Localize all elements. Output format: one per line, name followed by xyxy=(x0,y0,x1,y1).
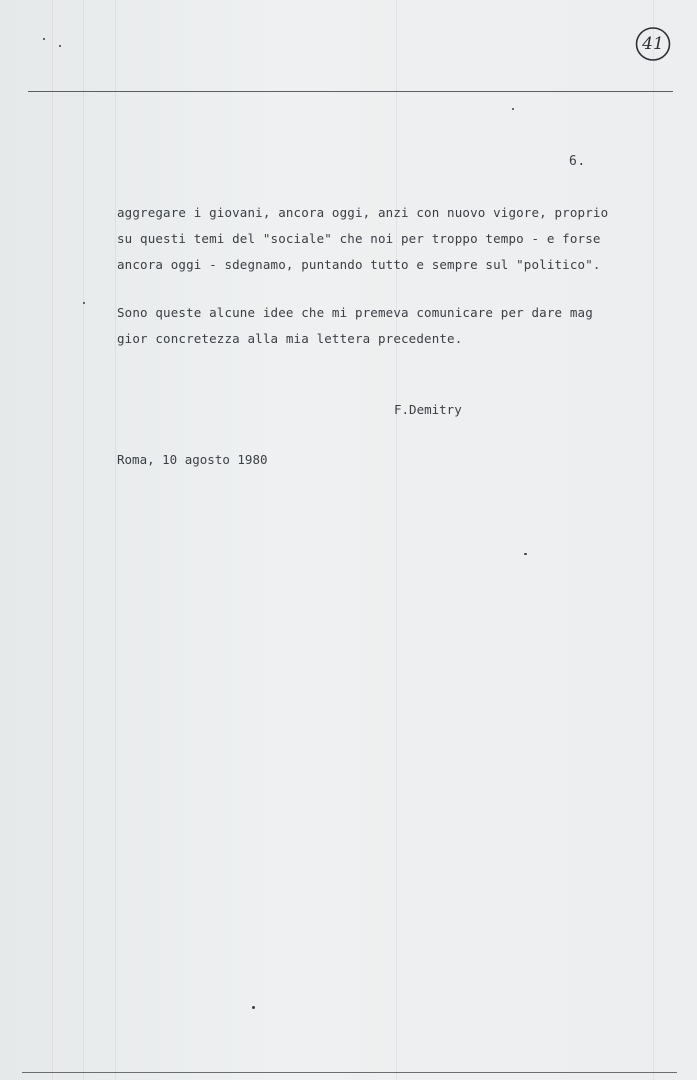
paragraph-line: ancora oggi - sdegnamo, puntando tutto e sempre sul "politico". xyxy=(117,257,601,272)
paragraph-2 xyxy=(117,300,593,352)
paper-speck xyxy=(59,45,61,47)
bottom-rule xyxy=(22,1072,677,1073)
paper-line xyxy=(653,0,654,1080)
top-rule xyxy=(28,91,673,92)
paragraph-line: su questi temi del "sociale" che noi per troppo tempo - e forse xyxy=(117,231,601,246)
signature: F.Demitry xyxy=(394,402,462,417)
page-number: 6. xyxy=(569,154,586,169)
paragraph-line: Sono queste alcune idee che mi premeva comunicare per dare mag xyxy=(117,305,593,320)
paper-speck xyxy=(83,302,85,304)
paper-speck xyxy=(512,108,514,110)
folio-stamp xyxy=(635,26,671,62)
place-date: Roma, 10 agosto 1980 xyxy=(117,452,268,467)
paper-line xyxy=(115,0,116,1080)
paper-speck xyxy=(252,1006,255,1009)
paper-line xyxy=(52,0,53,1080)
folio-number: 41 xyxy=(642,34,664,54)
paper-speck xyxy=(524,553,527,555)
paragraph-1 xyxy=(117,200,608,278)
paragraph-line: gior concretezza alla mia lettera precedente. xyxy=(117,331,463,346)
paper-speck xyxy=(43,38,45,40)
paragraph-line: aggregare i giovani, ancora oggi, anzi con nuovo vigore, proprio xyxy=(117,205,609,220)
paper-line xyxy=(396,0,397,1080)
paper-line xyxy=(83,0,84,1080)
